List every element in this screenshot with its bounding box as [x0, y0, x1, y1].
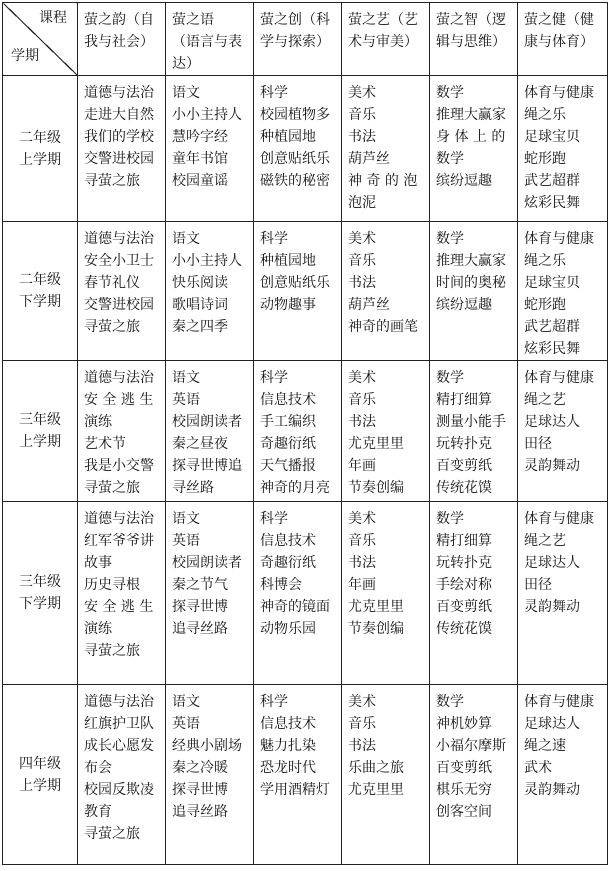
column-header-label: 萤之韵（自 我与社会）: [84, 12, 154, 50]
course-item: 探寻世博: [172, 782, 228, 798]
course-item: 种植园地: [260, 253, 316, 269]
course-item: 科学: [260, 370, 288, 386]
course-item: 奇趣衍纸: [260, 436, 316, 452]
course-item: 种植园地: [260, 129, 316, 145]
term-cell: [3, 361, 78, 502]
course-cell: [254, 685, 342, 865]
course-item: 炫彩民舞: [524, 195, 580, 211]
course-item: 科博会: [260, 577, 302, 593]
course-item: 美术: [348, 511, 376, 527]
course-item: 绳之艺: [524, 533, 566, 549]
course-item: 科学: [260, 694, 288, 710]
course-item: 快乐阅读: [172, 275, 228, 291]
course-cell: [78, 685, 166, 865]
course-item: 历史寻根: [84, 577, 140, 593]
course-item: 书法: [348, 414, 376, 430]
course-item: 田径: [524, 577, 552, 593]
course-item: 创意贴纸乐: [260, 275, 330, 291]
term-label: 二年级 下学期: [19, 272, 61, 310]
course-item: 道德与法治: [84, 511, 154, 527]
course-item: 科学: [260, 231, 288, 247]
course-item: 天气播报: [260, 458, 316, 474]
course-item: 信息技术: [260, 716, 316, 732]
course-item: 年画: [348, 458, 376, 474]
course-item: 推理大赢家: [436, 253, 506, 269]
course-item: 手工编织: [260, 414, 316, 430]
corner-term-label: 学期: [11, 48, 39, 64]
course-cell: [430, 222, 518, 361]
course-item: 数学: [436, 231, 464, 247]
course-item: 百变剪纸: [436, 599, 492, 615]
course-item: 武术: [524, 760, 552, 776]
course-cell: [166, 361, 254, 502]
course-cell: [166, 502, 254, 685]
course-item: 语文: [172, 511, 200, 527]
course-item: 童年书馆: [172, 151, 228, 167]
course-cell: [342, 502, 430, 685]
course-cell: [518, 502, 608, 685]
course-item: 神机妙算: [436, 716, 492, 732]
course-item: 英语: [172, 716, 200, 732]
course-cell: [78, 222, 166, 361]
course-item: 美术: [348, 85, 376, 101]
course-item: 小福尔摩斯: [436, 738, 506, 754]
course-item: 教育: [84, 804, 112, 820]
course-cell: [254, 222, 342, 361]
course-item: 葫芦丝: [348, 297, 390, 313]
course-item: 英语: [172, 533, 200, 549]
term-label: 二年级 上学期: [19, 129, 61, 168]
course-item: 道德与法治: [84, 231, 154, 247]
course-item: 传统花馍: [436, 621, 492, 637]
course-item: 信息技术: [260, 533, 316, 549]
course-item: 年画: [348, 577, 376, 593]
course-item: 校园童谣: [172, 173, 228, 189]
course-item: 足球宝贝: [524, 275, 580, 291]
course-item: 数学: [436, 370, 464, 386]
course-item: 秦之昼夜: [172, 436, 228, 452]
course-item: 体育与健康: [524, 694, 594, 710]
course-item: 音乐: [348, 716, 376, 732]
course-item: 体育与健康: [524, 511, 594, 527]
course-cell: [78, 76, 166, 222]
course-item: 数学: [436, 694, 464, 710]
course-item: 交警进校园: [84, 297, 154, 313]
table-row: [3, 222, 608, 361]
course-cell: [342, 685, 430, 865]
course-item: 艺术节: [84, 436, 126, 452]
course-item: 美术: [348, 231, 376, 247]
course-item: 炫彩民舞: [524, 341, 580, 357]
term-label: 三年级 上学期: [19, 412, 61, 450]
course-item: 百变剪纸: [436, 458, 492, 474]
column-header-label: 萤之艺（艺 术与审美）: [348, 12, 418, 50]
corner-cell: [3, 3, 78, 76]
course-item: 尤克里里: [348, 599, 404, 615]
course-item: 书法: [348, 738, 376, 754]
course-cell: [166, 76, 254, 222]
course-item: 灵韵舞动: [524, 599, 580, 615]
course-item: 缤纷逗趣: [436, 173, 492, 189]
course-cell: [78, 361, 166, 502]
course-item: 灵韵舞动: [524, 782, 580, 798]
course-item: 安全小卫士: [84, 253, 154, 269]
course-item: 玩转扑克: [436, 555, 492, 571]
course-item: 数学: [436, 85, 464, 101]
course-item: 秦之节气: [172, 577, 228, 593]
course-item: 寻萤之旅: [84, 480, 140, 496]
table-body: [3, 76, 608, 865]
column-header: [342, 3, 430, 76]
term-cell: [3, 222, 78, 361]
table-row: [3, 685, 608, 865]
column-header: [430, 3, 518, 76]
course-cell: [254, 361, 342, 502]
course-item: 神奇的镜面: [260, 599, 330, 615]
table-row: [3, 361, 608, 502]
course-item: 美术: [348, 694, 376, 710]
course-item: 尤克里里: [348, 782, 404, 798]
course-item: 武艺超群: [524, 173, 580, 189]
course-item: 演练: [84, 414, 112, 430]
course-item: 红军爷爷讲: [84, 533, 154, 549]
course-item: 蛇形跑: [524, 297, 566, 313]
course-item: 歌唱诗词: [172, 297, 228, 313]
course-item: 恐龙时代: [260, 760, 316, 776]
course-cell: [166, 222, 254, 361]
course-item: 语文: [172, 85, 200, 101]
course-item: 尤克里里: [348, 436, 404, 452]
course-item: 校园朗读者: [172, 414, 242, 430]
course-item: 我是小交警: [84, 458, 154, 474]
course-item: 小小主持人: [172, 107, 242, 123]
course-item: 秦之四季: [172, 319, 228, 335]
course-item: 百变剪纸: [436, 760, 492, 776]
course-item: 绳之乐: [524, 253, 566, 269]
course-item: 身 体 上 的: [436, 129, 506, 145]
course-item: 葫芦丝: [348, 151, 390, 167]
course-item: 追寻丝路: [172, 621, 228, 637]
course-item: 寻萤之旅: [84, 319, 140, 335]
course-item: 红旗护卫队: [84, 716, 154, 732]
course-item: 缤纷逗趣: [436, 297, 492, 313]
course-item: 传统花馍: [436, 480, 492, 496]
course-cell: [430, 361, 518, 502]
course-item: 音乐: [348, 253, 376, 269]
course-item: 追寻丝路: [172, 804, 228, 820]
course-item: 探寻世博: [172, 599, 228, 615]
course-cell: [342, 222, 430, 361]
course-item: 神 奇 的 泡: [348, 173, 418, 189]
course-item: 泡泥: [348, 195, 376, 211]
column-header: [518, 3, 608, 76]
course-item: 神奇的画笔: [348, 319, 418, 335]
course-cell: [518, 76, 608, 222]
course-item: 动物趣事: [260, 297, 316, 313]
course-item: 语文: [172, 694, 200, 710]
course-item: 语文: [172, 370, 200, 386]
course-cell: [342, 76, 430, 222]
course-item: 节奏创编: [348, 480, 404, 496]
course-item: 田径: [524, 436, 552, 452]
course-item: 魅力扎染: [260, 738, 316, 754]
course-item: 棋乐无穷: [436, 782, 492, 798]
header-row: [3, 3, 608, 76]
course-item: 时间的奥秘: [436, 275, 506, 291]
course-item: 神奇的月亮: [260, 480, 330, 496]
course-item: 创意贴纸乐: [260, 151, 330, 167]
course-item: 故事: [84, 555, 112, 571]
course-item: 安 全 逃 生: [84, 599, 154, 615]
course-item: 寻萤之旅: [84, 643, 140, 659]
course-item: 慧吟字经: [172, 129, 228, 145]
course-item: 寻萤之旅: [84, 173, 140, 189]
course-item: 道德与法治: [84, 370, 154, 386]
course-item: 秦之冷暖: [172, 760, 228, 776]
term-cell: [3, 502, 78, 685]
course-item: 书法: [348, 129, 376, 145]
course-item: 经典小剧场: [172, 738, 242, 754]
course-item: 道德与法治: [84, 85, 154, 101]
course-item: 乐曲之旅: [348, 760, 404, 776]
course-cell: [430, 76, 518, 222]
course-cell: [430, 502, 518, 685]
table-row: [3, 502, 608, 685]
column-header-label: 萤之健（健 康与体育）: [524, 12, 594, 50]
course-item: 精打细算: [436, 533, 492, 549]
corner-course-label: 课程: [39, 10, 67, 26]
course-cell: [430, 685, 518, 865]
course-item: 奇趣衍纸: [260, 555, 316, 571]
column-header: [78, 3, 166, 76]
course-item: 语文: [172, 231, 200, 247]
course-item: 寻丝路: [172, 480, 214, 496]
course-item: 灵韵舞动: [524, 458, 580, 474]
column-header: [166, 3, 254, 76]
course-item: 书法: [348, 555, 376, 571]
course-item: 绳之乐: [524, 107, 566, 123]
course-item: 春节礼仪: [84, 275, 140, 291]
course-item: 测量小能手: [436, 414, 506, 430]
course-item: 道德与法治: [84, 694, 154, 710]
course-item: 足球达人: [524, 414, 580, 430]
course-item: 音乐: [348, 392, 376, 408]
course-item: 成长心愿发: [84, 738, 154, 754]
course-item: 创客空间: [436, 804, 492, 820]
course-item: 推理大赢家: [436, 107, 506, 123]
term-label: 三年级 下学期: [19, 574, 61, 612]
course-item: 体育与健康: [524, 231, 594, 247]
course-item: 音乐: [348, 107, 376, 123]
course-cell: [78, 502, 166, 685]
course-item: 演练: [84, 621, 112, 637]
course-item: 我们的学校: [84, 129, 154, 145]
course-cell: [518, 685, 608, 865]
course-item: 科学: [260, 511, 288, 527]
course-item: 布会: [84, 760, 112, 776]
course-item: 节奏创编: [348, 621, 404, 637]
course-item: 数学: [436, 151, 464, 167]
course-item: 蛇形跑: [524, 151, 566, 167]
course-item: 科学: [260, 85, 288, 101]
curriculum-table: [2, 2, 608, 865]
course-item: 音乐: [348, 533, 376, 549]
course-item: 磁铁的秘密: [260, 173, 330, 189]
course-item: 绳之艺: [524, 392, 566, 408]
table-row: [3, 76, 608, 222]
course-item: 武艺超群: [524, 319, 580, 335]
course-cell: [518, 222, 608, 361]
course-cell: [254, 502, 342, 685]
course-item: 美术: [348, 370, 376, 386]
course-cell: [254, 76, 342, 222]
course-item: 校园反欺凌: [84, 782, 154, 798]
course-item: 体育与健康: [524, 370, 594, 386]
course-item: 走进大自然: [84, 107, 154, 123]
course-item: 玩转扑克: [436, 436, 492, 452]
course-item: 校园植物多: [260, 107, 330, 123]
course-item: 精打细算: [436, 392, 492, 408]
course-item: 英语: [172, 392, 200, 408]
column-header-label: 萤之语 （语言与表 达）: [172, 12, 242, 72]
term-label: 四年级 上学期: [19, 755, 61, 794]
course-item: 探寻世博追: [172, 458, 242, 474]
course-item: 体育与健康: [524, 85, 594, 101]
course-item: 足球达人: [524, 555, 580, 571]
column-header-label: 萤之智（逻 辑与思维）: [436, 12, 506, 50]
course-item: 信息技术: [260, 392, 316, 408]
course-cell: [518, 361, 608, 502]
course-item: 足球宝贝: [524, 129, 580, 145]
course-item: 安 全 逃 生: [84, 392, 154, 408]
course-cell: [166, 685, 254, 865]
course-item: 寻萤之旅: [84, 826, 140, 842]
course-item: 手绘对称: [436, 577, 492, 593]
course-item: 学用酒精灯: [260, 782, 330, 798]
course-item: 绳之速: [524, 738, 566, 754]
course-item: 小小主持人: [172, 253, 242, 269]
course-item: 交警进校园: [84, 151, 154, 167]
course-item: 校园朗读者: [172, 555, 242, 571]
course-item: 足球达人: [524, 716, 580, 732]
course-item: 数学: [436, 511, 464, 527]
course-item: 书法: [348, 275, 376, 291]
term-cell: [3, 76, 78, 222]
course-cell: [342, 361, 430, 502]
column-header-label: 萤之创（科 学与探索）: [260, 12, 330, 50]
course-item: 动物乐园: [260, 621, 316, 637]
column-header: [254, 3, 342, 76]
term-cell: [3, 685, 78, 865]
